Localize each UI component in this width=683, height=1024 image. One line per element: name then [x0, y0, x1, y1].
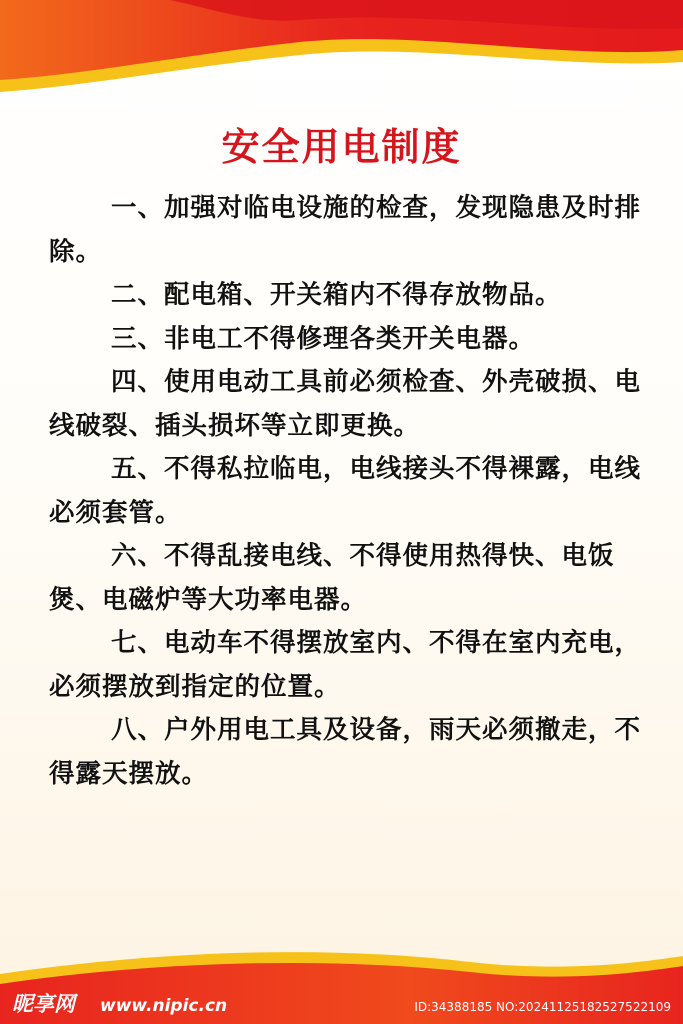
rule-item: 五、不得私拉临电，电线接头不得裸露，电线必须套管。 — [49, 454, 642, 528]
rule-item: 七、电动车不得摆放室内、不得在室内充电，必须摆放到指定的位置。 — [49, 628, 642, 702]
page-title: 安全用电制度 — [221, 125, 462, 169]
watermark-id: ID:34388185 NO:20241125182527522109 — [414, 1000, 671, 1014]
watermark-logo: 昵享网 — [12, 992, 75, 1016]
rule-item: 三、非电工不得修理各类开关电器。 — [111, 323, 536, 354]
watermark-url: www.nipic.cn — [100, 996, 228, 1016]
top-banner-wave — [0, 0, 683, 110]
rules-list — [49, 187, 649, 796]
rule-item: 六、不得乱接电线、不得使用热得快、电饭煲、电磁炉等大功率电器。 — [49, 541, 615, 615]
rule-item: 八、户外用电工具及设备，雨天必须撤走，不得露天摆放。 — [49, 715, 642, 789]
rule-item: 一、加强对临电设施的检查，发现隐患及时排除。 — [49, 193, 642, 267]
rule-item: 四、使用电动工具前必须检查、外壳破损、电线破裂、插头损坏等立即更换。 — [49, 367, 642, 441]
rule-item: 二、配电箱、开关箱内不得存放物品。 — [111, 280, 562, 310]
